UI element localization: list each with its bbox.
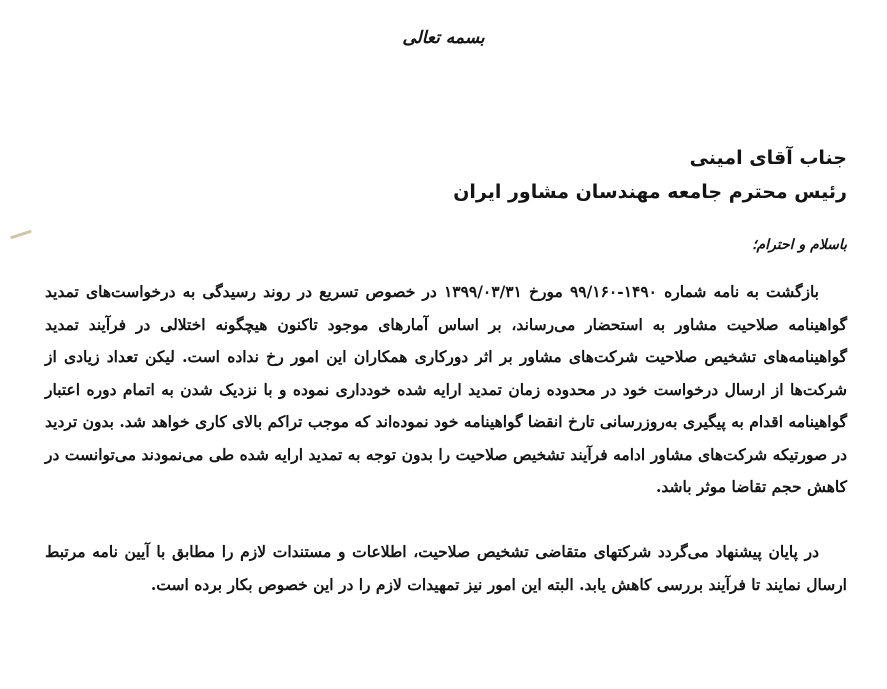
scan-mark: [10, 230, 32, 240]
body-paragraph-1: بازگشت به نامه شماره ۱۴۹۰-۹۹/۱۶۰ مورخ ۱۳۹۹/۰۳/۳۱ در خصوص تسریع در روند رسیدگی به درخواست‌های تمدید گواهینامه صلاحیت مشاور به استحضار می‌رساند، بر اساس آمارهای موجود تاکنون هیچگونه اختلالی در فرآیند تمدید گواهینامه‌های تشخیص صلاحیت شرکت‌های مشاور بر اثر دورکاری همکاران این امور رخ نداده است. لیکن تعداد زیادی از شرکت‌ها از ارسال درخواست خود در محدوده زمان تمدید ارایه شده خودداری نموده و با نزدیک شدن به اتمام دوره اعتبار گواهینامه اقدام به پیگیری به‌روزرسانی تارخ انقضا گواهینامه خود نموده‌اند که موجب تراکم بالای کاری خواهد شد. بدون تردید در صورتیکه شرکت‌های مشاور ادامه فرآیند تشخیص صلاحیت را بدون توجه به تمدید ارایه شده طی می‌نمودند می‌توانست در کاهش حجم تقاضا موثر باشد.: [45, 282, 847, 496]
greeting: باسلام و احترام؛: [752, 237, 847, 253]
recipient-name: جناب آقای امینی: [689, 147, 847, 169]
recipient-title: رئیس محترم جامعه مهندسان مشاور ایران: [453, 181, 847, 203]
body-paragraph-2: در پایان پیشنهاد می‌گردد شرکتهای متقاضی تشخیص صلاحیت، اطلاعات و مستندات لازم را مطابق با آیین نامه مرتبط ارسال نمایند تا فرآیند بررسی کاهش یابد. البته این امور نیز تمهیدات لازم را در این خصوص بکار برده است.: [45, 542, 847, 594]
invocation-heading: بسمه تعالی: [402, 28, 485, 48]
